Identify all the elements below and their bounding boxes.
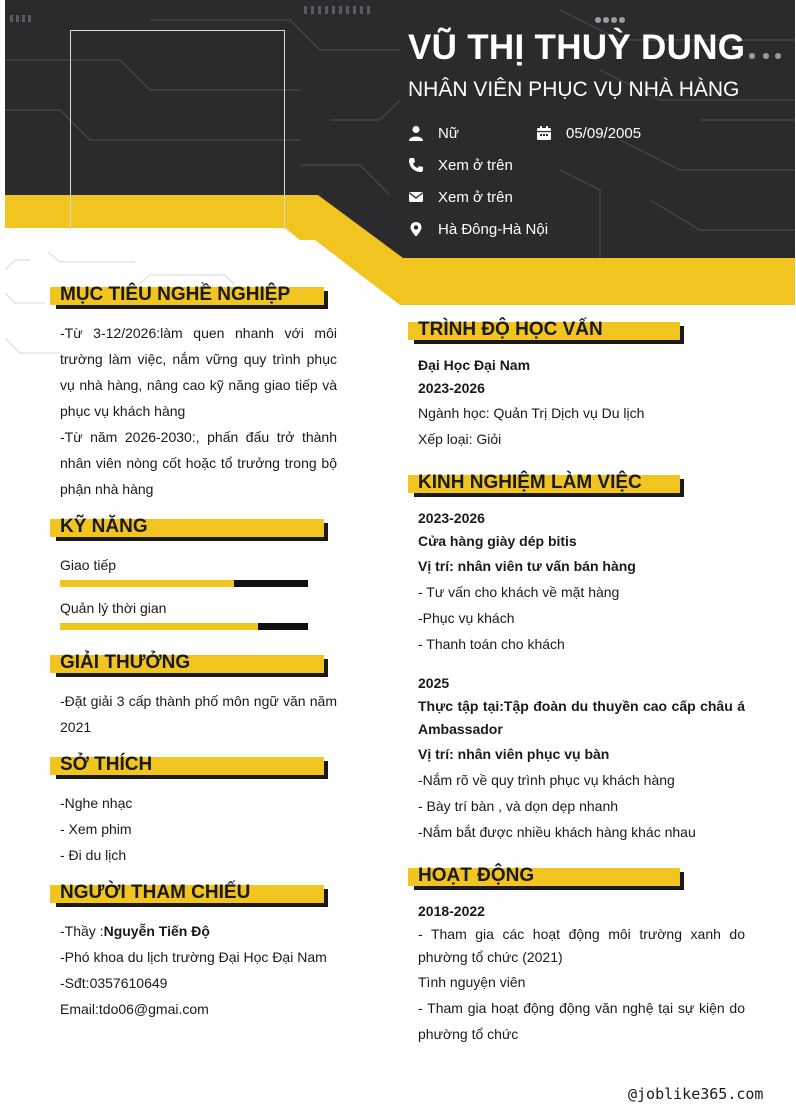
objective-paragraph: -Từ năm 2026-2030:, phấn đấu trở thành nhân viên nòng cốt hoặc tổ trưởng trong bộ phận nhà hàng [60,429,337,497]
location-pin-icon [408,221,424,237]
education-rank: Xếp loại: Giỏi [418,431,502,447]
list-item: - Đi du lịch [60,847,127,863]
reference-name-line: -Thầy :Nguyễn Tiến Độ [60,923,210,939]
awards-text: -Đặt giải 3 cấp thành phố môn ngữ văn năm 2021 [60,693,337,735]
activity-line: - Tham gia các hoạt động môi trường xanh do phường tổ chức (2021) [418,926,745,965]
job-title: NHÂN VIÊN PHỤC VỤ NHÀ HÀNG [408,78,740,101]
gender-row [408,122,459,144]
candidate-name: VŨ THỊ THUỲ DUNG [408,28,746,67]
reference-name: Nguyễn Tiến Độ [103,923,210,939]
activities-years: 2018-2022 [418,903,485,919]
activity-line: - Tham gia hoạt động động văn nghệ tại sự kiện do phường tổ chức [418,1000,745,1042]
job-task: - Tư vấn cho khách về mặt hàng [418,584,620,600]
objective-heading: MỤC TIÊU NGHỀ NGHIỆP [50,283,324,313]
reference-phone: -Sđt:0357610649 [60,975,168,991]
job-years: 2023-2026 [418,510,485,526]
reference-details [60,918,350,1022]
user-icon [408,125,424,141]
experience-job-1 [418,507,745,657]
education-years: 2023-2026 [418,380,485,396]
address-row [408,218,548,240]
calendar-icon [536,125,552,141]
birthday-value: 05/09/2005 [566,124,642,142]
education-major: Ngành học: Quản Trị Dịch vụ Du lịch [418,405,645,421]
phone-row [408,154,513,176]
hobbies-list [60,790,337,868]
address-value: Hà Đông-Hà Nội [438,220,549,238]
experience-job-2 [418,672,745,845]
envelope-icon [408,189,424,205]
hobbies-heading: SỞ THÍCH [50,753,324,783]
education-details [418,354,745,452]
job-company: Thực tập tại:Tập đoàn du thuyền cao cấp châu á Ambassador [418,698,745,737]
job-position: Vị trí: nhân viên tư vấn bán hàng [418,558,636,574]
phone-icon [408,157,424,173]
skills-heading: KỸ NĂNG [50,515,324,545]
activities-details [418,900,745,1047]
reference-position: -Phó khoa du lịch trường Đại Học Đại Nam [60,949,327,965]
phone-value: Xem ở trên [438,156,513,174]
job-task: - Bày trí bàn , và dọn dẹp nhanh [418,798,619,814]
skill-label: Quản lý thời gian [60,600,167,616]
skill-level-bar [60,580,308,587]
job-company: Cửa hàng giày dép bitis [418,533,577,549]
school-name: Đại Học Đại Nam [418,357,531,373]
skill-level-bar [60,623,308,630]
activities-heading: HOẠT ĐỘNG [408,864,680,894]
reference-email: Email:tdo06@gmai.com [60,1001,209,1017]
job-task: -Phục vụ khách [418,610,515,626]
reference-heading: NGƯỜI THAM CHIẾU [50,881,324,911]
experience-heading: KINH NGHIỆM LÀM VIỆC [408,471,680,501]
job-position: Vị trí: nhân viên phục vụ bàn [418,746,610,762]
list-item: - Xem phim [60,821,132,837]
job-task: - Thanh toán cho khách [418,636,565,652]
awards-heading: GIẢI THƯỞNG [50,651,324,681]
job-task: -Nắm bắt được nhiều khách hàng khác nhau [418,824,696,840]
birthday-row [536,122,641,144]
watermark-text: @joblike365.com [628,1085,764,1103]
profile-photo [70,30,285,230]
job-years: 2025 [418,675,450,691]
activity-line: Tình nguyện viên [418,974,526,990]
email-row [408,186,513,208]
skill-label: Giao tiếp [60,557,117,573]
objective-paragraph: -Từ 3-12/2026:làm quen nhanh với môi trường làm việc, nắm vững quy trình phục vụ nhà hàng, nâng cao kỹ năng giao tiếp và phục vụ khách hàng [60,325,337,419]
gender-value: Nữ [438,124,459,142]
job-task: -Nắm rõ về quy trình phục vụ khách hàng [418,772,675,788]
education-heading: TRÌNH ĐỘ HỌC VẤN [408,318,680,348]
email-value: Xem ở trên [438,188,513,206]
objective-text [60,320,337,502]
list-item: -Nghe nhạc [60,795,133,811]
